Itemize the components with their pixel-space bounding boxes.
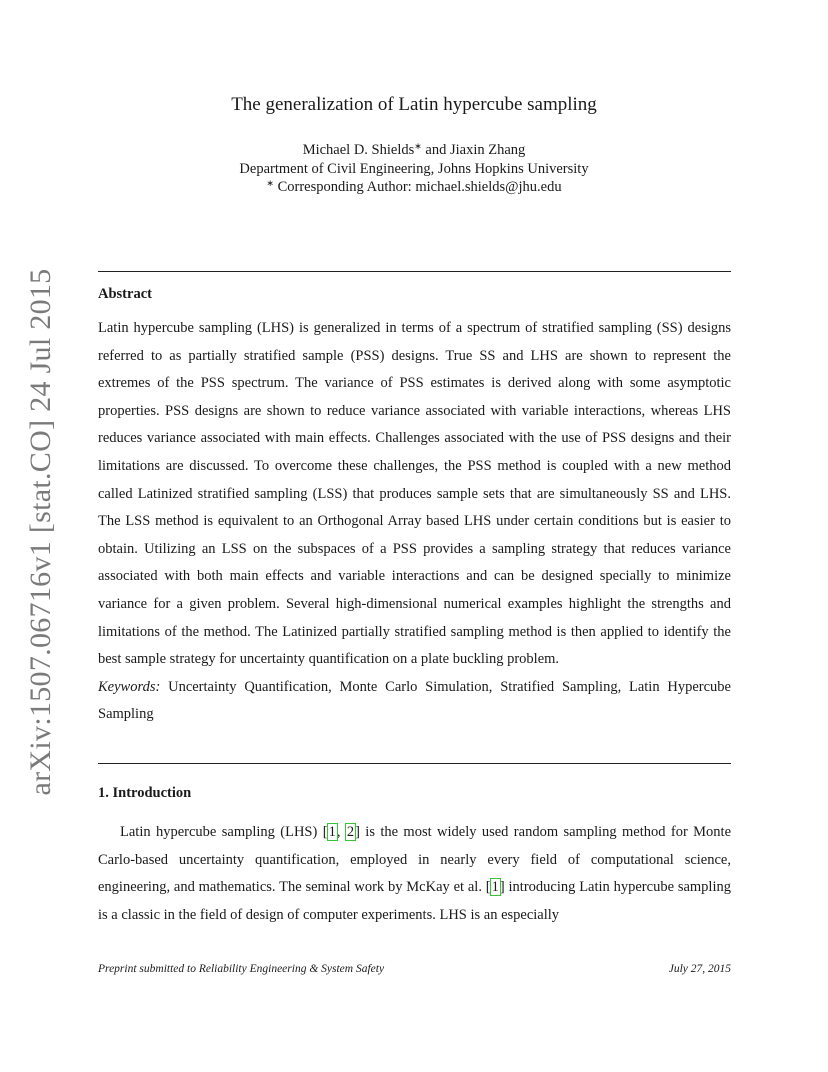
- author-names: [0, 141, 828, 160]
- citation-link-2[interactable]: 2: [346, 824, 355, 840]
- intro-text-2: is the most widely used random sampling method for Monte Carlo-based uncertainty quantification, employed in nearly every field of computational science, engineering, and mathematics. The seminal work by McKay et al.: [98, 824, 732, 896]
- arxiv-stamp: [17, 268, 65, 796]
- footer-date: July 27, 2015: [668, 963, 731, 975]
- affiliation: Department of Civil Engineering, Johns Hopkins University: [239, 160, 589, 177]
- abstract-bottom-rule: [98, 763, 731, 764]
- citation-separator: ,: [336, 824, 346, 840]
- keywords-list: Uncertainty Quantification, Monte Carlo Simulation, Stratified Sampling, Latin Hypercube Sampling: [98, 678, 731, 723]
- intro-text-3: introducing Latin hypercube sampling is a classic in the field of design of computer experiments. LHS is an especially: [98, 879, 731, 923]
- keywords: [98, 674, 731, 729]
- abstract-heading: Abstract: [98, 286, 152, 302]
- abstract-top-rule: [98, 271, 731, 272]
- citation-link-3[interactable]: 1: [491, 879, 499, 896]
- author-block: [0, 141, 828, 197]
- corresponding-email: Corresponding Author: michael.shields@jhu.edu: [273, 179, 562, 195]
- abstract-text: Latin hypercube sampling (LHS) is generalized in terms of a spectrum of stratified sampling (SS) designs referred to as partially stratified sample (PSS) designs. True SS and LHS are shown to represent the extremes of the PSS spectrum. The variance of PSS estimates is derived along with some asymptotic properties. PSS designs are shown to reduce variance associated with variable interactions, whereas LHS reduces variance associated with main effects. Challenges associated with the use of PSS designs and their limitations are discussed. To overcome these challenges, the PSS method is coupled with a new method called Latinized stratified sampling (LSS) that produces sample sets that are simultaneously SS and LHS. The LSS method is equivalent to an Orthogonal Array based LHS under certain conditions but is easier to obtain. Utilizing an LSS on the subspaces of a PSS provides a sampling strategy that reduces variance associated with both main effects and variable interactions and can be designed specially to minimize variance for a given problem. Several high-dimensional numerical examples highlight the strengths and limitations of the method. The Latinized partially stratified sampling method is then applied to identify the best sample strategy for uncertainty quantification on a plate buckling problem.: [98, 320, 731, 668]
- citation-link-1[interactable]: 1: [328, 824, 336, 840]
- arxiv-stamp-text: arXiv:1507.06716v1 [stat.CO] 24 Jul 2015: [24, 268, 57, 796]
- intro-text-1: Latin hypercube sampling (LHS): [120, 824, 323, 840]
- citation-group-2: [1]: [485, 879, 505, 896]
- author-star: ∗: [414, 141, 422, 151]
- paper-title: The generalization of Latin hypercube sampling: [231, 94, 597, 115]
- keywords-label: Keywords:: [98, 678, 161, 695]
- corresponding-star: ∗: [266, 178, 274, 188]
- author-name-rest: and Jiaxin Zhang: [421, 142, 526, 158]
- introduction-paragraph: [98, 819, 731, 929]
- footer-preprint: Preprint submitted to Reliability Engineering & System Safety: [98, 963, 385, 975]
- section-heading-introduction: 1. Introduction: [98, 785, 192, 801]
- author-name-first: Michael D. Shields: [302, 142, 415, 158]
- corresponding-author: [0, 178, 828, 197]
- introduction-body: [98, 819, 731, 929]
- citation-group: [1, 2]: [322, 824, 360, 840]
- abstract-body: [98, 315, 731, 729]
